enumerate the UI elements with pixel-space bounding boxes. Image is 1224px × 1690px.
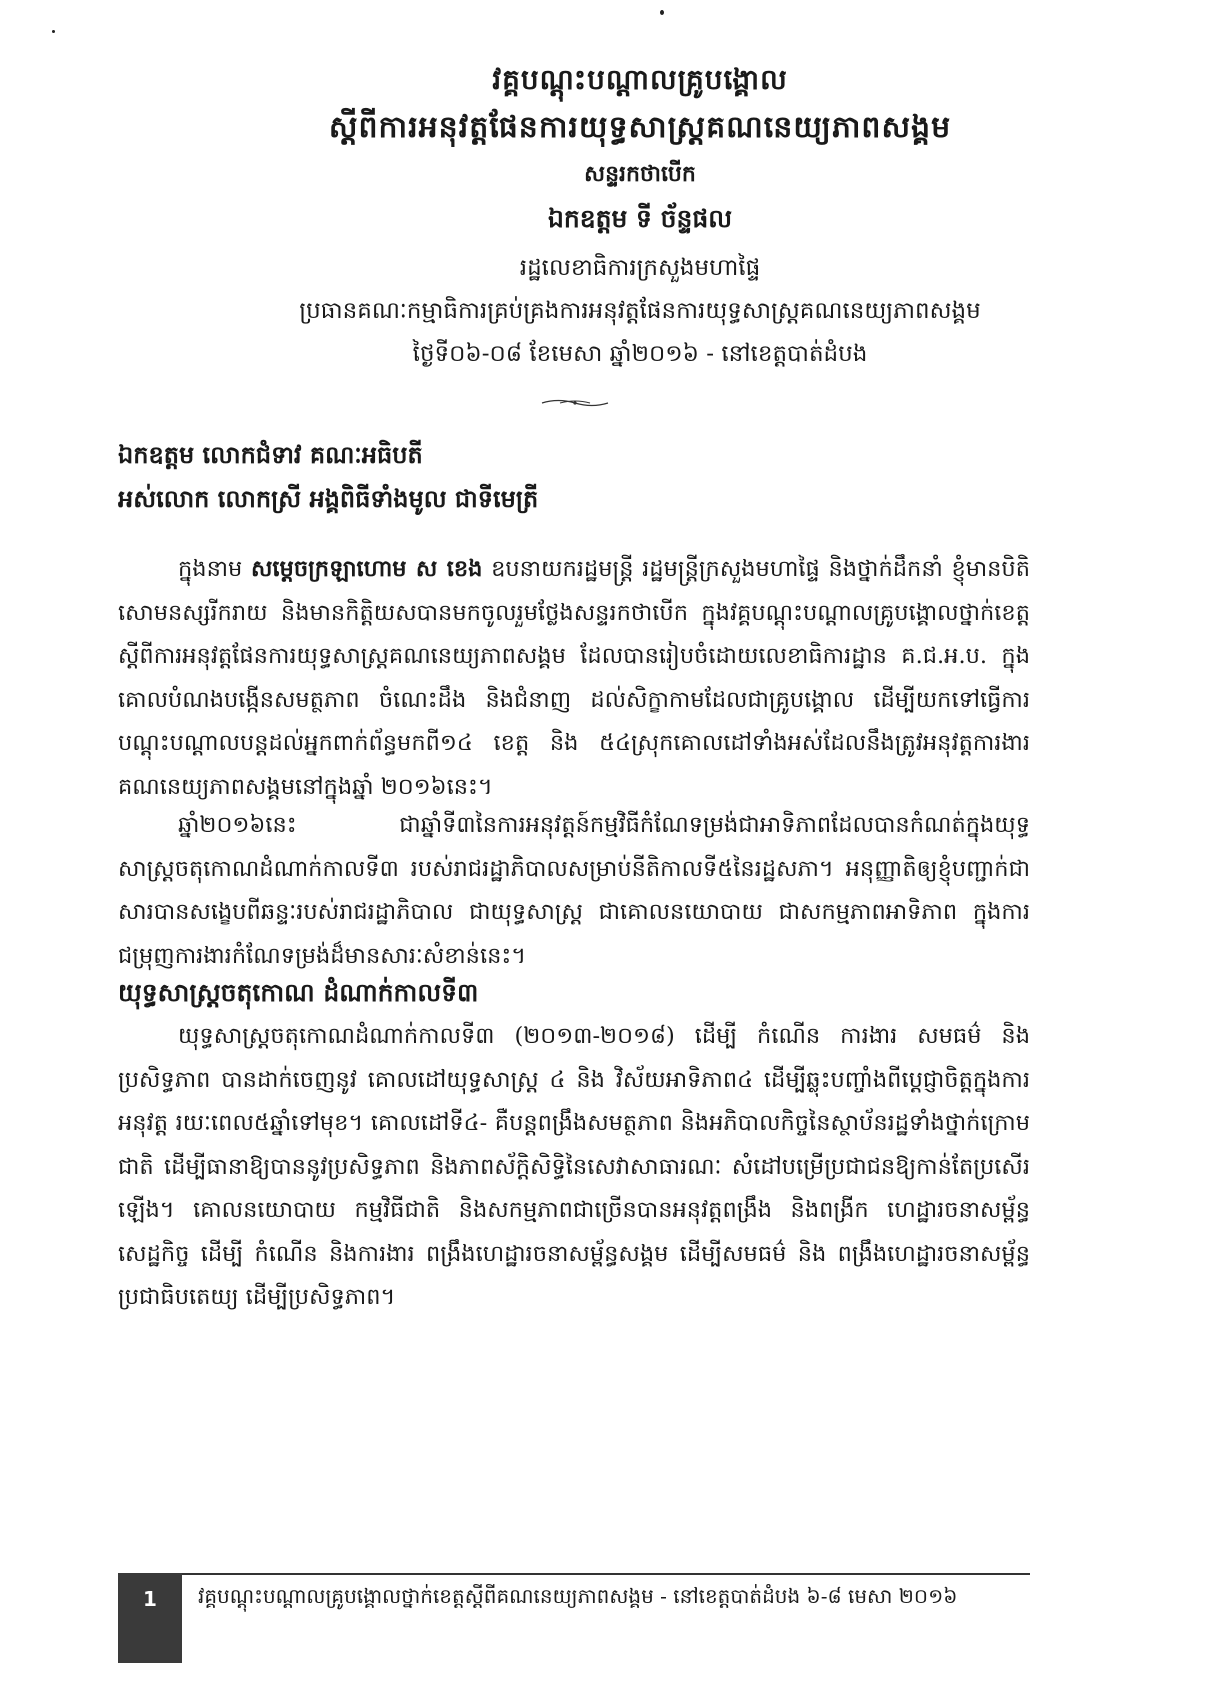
event-date-location: ថ្ងៃទី០៦-០៨ ខែមេសា ឆ្នាំ២០១៦ - នៅខេត្តបាត់ដំបង	[412, 341, 868, 367]
title-line-2: ស្តីពីការអនុវត្តផែនការយុទ្ធសាស្ត្រគណនេយ្យភាពសង្គម	[328, 110, 952, 145]
paragraph-2: ឆ្នាំ២០១៦នេះ ជាឆ្នាំទី៣នៃការអនុវត្តន៍កម្មវិធីកំណែទម្រង់ជាអាទិភាពដែលបានកំណត់ក្នុងយុទ្ធសាស្ត្រចតុកោណដំណាក់កាលទី៣ របស់រាជរដ្ឋាភិបាលសម្រាប់នីតិកាលទី៥នៃរដ្ឋសភា។ អនុញ្ញាតិឲ្យខ្ញុំបញ្ជាក់ជាសារបានសង្ខេបពីឆន្ទៈរបស់រាជរដ្ឋាភិបាល ជាយុទ្ធសាស្ត្រ ជាគោលនយោបាយ ជាសកម្មភាពអាទិភាព ក្នុងការជម្រុញការងារកំណែទម្រង់ដ៏មានសារៈសំខាន់នេះ។	[118, 812, 1030, 969]
title-line-3: សន្ទរកថាបើក	[584, 161, 696, 187]
footer-rule	[148, 1573, 1030, 1575]
divider-ornament-icon	[540, 396, 610, 410]
salutation-line-2: អស់លោក លោកស្រី អង្គពិធីទាំងមូល ជាទីមេត្រី	[118, 484, 539, 513]
paragraph-1-intro: ក្នុងនាម	[178, 556, 251, 582]
footer-text: វគ្គបណ្តុះបណ្តាលគ្រូបង្គោលថ្នាក់ខេត្តស្តីពីគណនេយ្យភាពសង្គម - នៅខេត្តបាត់ដំបង ៦-៨ មេសា ២០១៦	[198, 1584, 958, 1608]
title-line-1: វគ្គបណ្តុះបណ្តាលគ្រូបង្គោល	[492, 63, 788, 96]
page-footer	[118, 1573, 1030, 1663]
speaker-name: ឯកឧត្តម ទី ច័ន្ទផល	[547, 204, 733, 233]
speaker-role: រដ្ឋលេខាធិការក្រសួងមហាផ្ទៃ	[519, 255, 761, 281]
salutation-line-1: ឯកឧត្តម លោកជំទាវ គណៈអធិបតី	[118, 440, 423, 469]
paragraph-1-body: ឧបនាយករដ្ឋមន្ត្រី រដ្ឋមន្ត្រីក្រសួងមហាផ្ទៃ និងថ្នាក់ដឹកនាំ ខ្ញុំមានបិតិសោមនស្សរីករាយ និងមានកិត្តិយសបានមកចូលរួមថ្លែងសន្ទរកថាបើក ក្នុងវគ្គបណ្តុះបណ្តាលគ្រូបង្គោលថ្នាក់ខេត្ត ស្តីពីការអនុវត្តផែនការយុទ្ធសាស្ត្រគណនេយ្យភាពសង្គម ដែលបានរៀបចំដោយលេខាធិការដ្ឋាន គ.ជ.អ.ប. ក្នុងគោលបំណងបង្កើនសមត្ថភាព ចំណេះដឹង និងជំនាញ ដល់សិក្ខាកាមដែលជាគ្រូបង្គោល ដើម្បីយកទៅធ្វើការបណ្តុះបណ្តាលបន្តដល់អ្នកពាក់ព័ន្ធមកពី១៤ ខេត្ត និង ៥៤ស្រុកគោលដៅទាំងអស់ដែលនឹងត្រូវអនុវត្តការងារគណនេយ្យភាពសង្គមនៅក្នុងឆ្នាំ ២០១៦នេះ។	[118, 556, 1030, 800]
scan-speck	[52, 30, 55, 33]
paragraph-3: យុទ្ធសាស្ត្រចតុកោណដំណាក់កាលទី៣ (២០១៣-២០១៨) ដើម្បី កំណើន ការងារ សមធម៌ និង ប្រសិទ្ធភាព បានដាក់ចេញនូវ គោលដៅយុទ្ធសាស្ត្រ ៤ និង វិស័យអាទិភាព៤ ដើម្បីឆ្លុះបញ្ចាំងពីប្តេជ្ញាចិត្តក្នុងការអនុវត្ត រយៈពេល៥ឆ្នាំទៅមុខ។ គោលដៅទី៤- គឺបន្តពង្រឹងសមត្ថភាព និងអភិបាលកិច្ចនៃស្ថាប័នរដ្ឋទាំងថ្នាក់ក្រោមជាតិ ដើម្បីធានាឱ្យបាននូវប្រសិទ្ធភាព និងភាពស័ក្តិសិទ្ធិនៃសេវាសាធារណៈ សំដៅបម្រើប្រជាជនឱ្យកាន់តែប្រសើរឡើង។ គោលនយោបាយ កម្មវិធីជាតិ និងសកម្មភាពជាច្រើនបានអនុវត្តពង្រឹង និងពង្រីក ហេដ្ឋារចនាសម្ព័ន្ធសេដ្ឋកិច្ច ដើម្បី កំណើន និងការងារ ពង្រឹងហេដ្ឋារចនាសម្ព័ន្ធសង្គម ដើម្បីសមធម៌ និង ពង្រឹងហេដ្ឋារចនាសម្ព័ន្ធប្រជាធិបតេយ្យ ដើម្បីប្រសិទ្ធភាព។	[118, 1023, 1030, 1310]
paragraph-1	[118, 548, 1030, 809]
paragraph-1-name: សម្តេចក្រឡាហោម ស ខេង	[250, 556, 483, 582]
scan-speck	[660, 10, 664, 15]
page-number: 1	[118, 1573, 182, 1663]
speaker-committee: ប្រធានគណៈកម្មាធិការគ្រប់គ្រងការអនុវត្តផែនការយុទ្ធសាស្ត្រគណនេយ្យភាពសង្គម	[299, 298, 981, 324]
section-heading: យុទ្ធសាស្ត្រចតុកោណ ដំណាក់កាលទី៣	[118, 978, 479, 1007]
